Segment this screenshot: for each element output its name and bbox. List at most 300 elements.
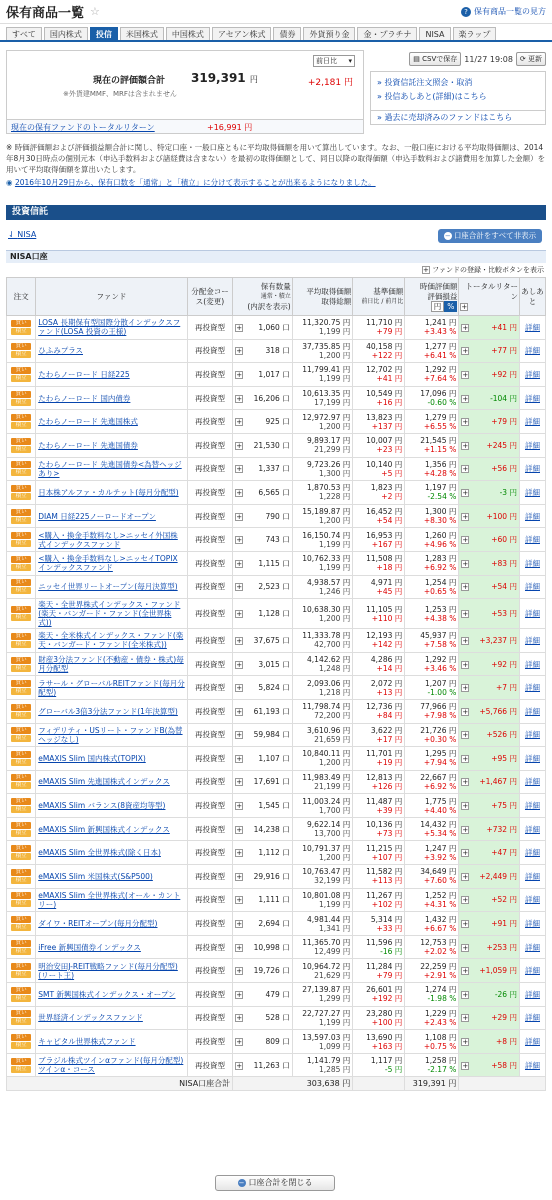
detail-link[interactable]: 詳細 bbox=[524, 1013, 540, 1023]
course-cell: 再投資型 bbox=[187, 551, 232, 575]
plus-icon[interactable]: + bbox=[236, 731, 243, 740]
buy-button[interactable]: 買い bbox=[11, 892, 31, 899]
tsumitate-button[interactable]: 積立 bbox=[11, 948, 31, 955]
avg-total: 42,700 円 bbox=[314, 640, 351, 650]
avg-total: 1,285 円 bbox=[318, 1065, 351, 1075]
fund-name-link[interactable]: たわらノーロード 国内債券 bbox=[38, 393, 131, 403]
plus-icon[interactable]: + bbox=[236, 990, 243, 999]
buy-button[interactable]: 買い bbox=[11, 1034, 31, 1041]
tab-item[interactable]: 投信 bbox=[90, 27, 118, 40]
plus-icon[interactable]: + bbox=[236, 1014, 243, 1023]
plus-icon[interactable]: + bbox=[236, 802, 243, 811]
plus-icon[interactable]: + bbox=[236, 636, 243, 645]
plus-icon[interactable]: + bbox=[462, 802, 469, 811]
total-return-cell: +79 円 bbox=[491, 417, 517, 427]
detail-link[interactable]: 詳細 bbox=[524, 417, 540, 427]
csv-button[interactable]: ▤ CSVで保存 bbox=[409, 52, 461, 66]
buy-button[interactable]: 買い bbox=[11, 606, 31, 613]
course-cell: 再投資型 bbox=[187, 433, 232, 457]
plus-icon[interactable]: + bbox=[236, 610, 243, 619]
fund-name-link[interactable]: eMAXIS Slim 全世界株式(オール・カントリー) bbox=[38, 890, 181, 909]
fund-name-link[interactable]: ラサール・グローバルREITファンド(毎月分配型) bbox=[38, 678, 185, 697]
buy-button[interactable]: 買い bbox=[11, 532, 31, 539]
collapse-all-button[interactable]: − 口座合計をすべて非表示 bbox=[438, 229, 542, 243]
tsumitate-button[interactable]: 積立 bbox=[11, 540, 31, 547]
buy-button[interactable]: 買い bbox=[11, 343, 31, 350]
plus-icon[interactable]: + bbox=[236, 1038, 243, 1047]
tab-item[interactable]: 外貨預り金 bbox=[303, 27, 355, 40]
plus-icon[interactable]: + bbox=[462, 707, 469, 716]
detail-link[interactable]: 詳細 bbox=[524, 659, 540, 669]
buy-button[interactable]: 買い bbox=[11, 963, 31, 970]
plus-icon[interactable]: + bbox=[462, 583, 469, 592]
buy-button[interactable]: 買い bbox=[11, 657, 31, 664]
buy-button[interactable]: 買い bbox=[11, 727, 31, 734]
close-total-button[interactable]: − 口座合計を閉じる bbox=[215, 1175, 335, 1191]
plus-icon[interactable]: + bbox=[462, 512, 469, 521]
tsumitate-button[interactable]: 積立 bbox=[11, 924, 31, 931]
market-value: 22,667 円 bbox=[420, 772, 457, 782]
fund-name-link[interactable]: 楽天・全米株式インデックス・ファンド(楽天・バンガード・ファンド(全米株式)) bbox=[38, 631, 184, 650]
market-value: 1,207 円 bbox=[425, 678, 457, 688]
plus-icon[interactable]: + bbox=[462, 394, 469, 403]
value-gain: +4.38 % bbox=[423, 613, 457, 623]
plus-icon[interactable]: + bbox=[462, 465, 469, 474]
tsumitate-button[interactable]: 積立 bbox=[11, 422, 31, 429]
detail-link[interactable]: 詳細 bbox=[524, 824, 540, 834]
detail-link[interactable]: 詳細 bbox=[524, 487, 540, 497]
market-value: 1,254 円 bbox=[425, 577, 457, 587]
fund-name-link[interactable]: 世界経済インデックスファンド bbox=[38, 1013, 143, 1023]
tsumitate-button[interactable]: 積立 bbox=[11, 995, 31, 1002]
plus-icon[interactable]: + bbox=[236, 920, 243, 929]
detail-link[interactable]: 詳細 bbox=[524, 346, 540, 356]
tsumitate-button[interactable]: 積立 bbox=[11, 782, 31, 789]
course-cell: 再投資型 bbox=[187, 316, 232, 340]
buy-button[interactable]: 買い bbox=[11, 1010, 31, 1017]
plus-icon[interactable]: + bbox=[236, 849, 243, 858]
buy-button[interactable]: 買い bbox=[11, 509, 31, 516]
detail-link[interactable]: 詳細 bbox=[524, 919, 540, 929]
total-return-cell: +100 円 bbox=[486, 511, 517, 521]
tsumitate-button[interactable]: 積立 bbox=[11, 564, 31, 571]
avg-price: 15,189.87 円 bbox=[302, 507, 351, 517]
plus-icon[interactable]: + bbox=[462, 323, 469, 332]
market-value: 1,253 円 bbox=[425, 604, 457, 614]
tsumitate-button[interactable]: 積立 bbox=[11, 641, 31, 648]
buy-button[interactable]: 買い bbox=[11, 461, 31, 468]
fund-name-link[interactable]: 明治安田J-REIT戦略ファンド(毎月分配型)(リート王) bbox=[38, 961, 178, 980]
avg-total: 1,248 円 bbox=[318, 664, 351, 674]
past-funds-link[interactable]: » 過去に売却済みのファンドはこちら bbox=[370, 111, 546, 125]
fund-name-link[interactable]: キャピタル世界株式ファンド bbox=[38, 1037, 136, 1047]
detail-link[interactable]: 詳細 bbox=[524, 635, 540, 645]
plus-icon[interactable]: + bbox=[236, 583, 243, 592]
value-gain: +7.98 % bbox=[423, 711, 457, 721]
course-cell: 再投資型 bbox=[187, 386, 232, 410]
plus-icon[interactable]: + bbox=[236, 465, 243, 474]
plus-icon[interactable]: + bbox=[236, 418, 243, 427]
col-price: 基準価額 前日比 / 前月比 bbox=[353, 278, 405, 316]
detail-link[interactable]: 詳細 bbox=[524, 464, 540, 474]
ashiato-link[interactable]: » 投信あしあと(詳細)はこちら bbox=[377, 92, 487, 101]
detail-link[interactable]: 詳細 bbox=[524, 848, 540, 858]
pct-toggle[interactable]: % bbox=[444, 301, 457, 312]
detail-link[interactable]: 詳細 bbox=[524, 440, 540, 450]
plus-icon[interactable]: + bbox=[236, 684, 243, 693]
plus-icon[interactable]: + bbox=[236, 660, 243, 669]
fund-name-link[interactable]: eMAXIS Slim バランス(8資産均等型) bbox=[38, 801, 166, 811]
plus-icon[interactable]: + bbox=[236, 707, 243, 716]
value-gain: +4.40 % bbox=[423, 805, 457, 815]
plus-icon[interactable]: + bbox=[462, 896, 469, 905]
tab-item[interactable]: NISA bbox=[419, 27, 450, 40]
plus-icon[interactable]: + bbox=[236, 394, 243, 403]
avg-price: 9,893.17 円 bbox=[307, 436, 351, 446]
plus-icon[interactable]: + bbox=[236, 943, 243, 952]
base-price: 11,508 円 bbox=[366, 554, 403, 564]
buy-button[interactable]: 買い bbox=[11, 680, 31, 687]
fund-name-link[interactable]: DIAM 日経225ノーロードオープン bbox=[38, 511, 156, 521]
market-value: 1,283 円 bbox=[425, 554, 457, 564]
fund-name-link[interactable]: eMAXIS Slim 新興国株式インデックス bbox=[38, 824, 170, 834]
plus-icon[interactable]: + bbox=[462, 347, 469, 356]
buy-button[interactable]: 買い bbox=[11, 391, 31, 398]
plus-icon[interactable]: + bbox=[462, 441, 469, 450]
detail-link[interactable]: 詳細 bbox=[524, 535, 540, 545]
avg-price: 3,610.96 円 bbox=[307, 725, 351, 735]
refresh-button[interactable]: ⟳ 更新 bbox=[516, 52, 546, 66]
buy-button[interactable]: 買い bbox=[11, 869, 31, 876]
price-change: +113 円 bbox=[371, 876, 403, 886]
course-cell: 再投資型 bbox=[187, 363, 232, 387]
fund-name-link[interactable]: <購入・換金手数料なし>ニッセイTOPIXインデックスファンド bbox=[38, 554, 178, 573]
tsumitate-button[interactable]: 積立 bbox=[11, 517, 31, 524]
plus-icon[interactable]: + bbox=[236, 370, 243, 379]
plus-icon[interactable]: + bbox=[462, 559, 469, 568]
detail-link[interactable]: 詳細 bbox=[524, 706, 540, 716]
price-change: +107 円 bbox=[371, 852, 403, 862]
fund-name-link[interactable]: たわらノーロード 先進国株式 bbox=[38, 417, 138, 427]
summary-diff: +2,181 円 bbox=[307, 78, 353, 88]
fund-name-link[interactable]: <購入・換金手数料なし>ニッセイ外国株式インデックスファンド bbox=[38, 530, 178, 549]
tsumitate-button[interactable]: 積立 bbox=[11, 1018, 31, 1025]
plus-icon[interactable]: + bbox=[462, 636, 469, 645]
course-cell: 再投資型 bbox=[187, 481, 232, 505]
star-icon[interactable]: ☆ bbox=[90, 5, 100, 18]
detail-link[interactable]: 詳細 bbox=[524, 393, 540, 403]
tsumitate-button[interactable]: 積立 bbox=[11, 375, 31, 382]
qty-value: 3,015 bbox=[258, 659, 280, 669]
buy-button[interactable]: 買い bbox=[11, 579, 31, 586]
fund-name-link[interactable]: ダイワ・REITオープン(毎月分配型) bbox=[38, 919, 158, 929]
avg-price: 11,320.75 円 bbox=[302, 318, 351, 328]
market-value: 1,274 円 bbox=[425, 985, 457, 995]
buy-button[interactable]: 買い bbox=[11, 987, 31, 994]
fund-name-link[interactable]: 日本株アルファ・カルテット(毎月分配型) bbox=[38, 487, 179, 497]
tsumitate-button[interactable]: 積立 bbox=[11, 351, 31, 358]
tsumitate-button[interactable]: 積立 bbox=[11, 712, 31, 719]
fund-name-link[interactable]: 楽天・全世界株式インデックス・ファンド(楽天・バンガード・ファンド(全世界株式)) bbox=[38, 600, 181, 628]
avg-price: 10,791.37 円 bbox=[302, 843, 351, 853]
fund-name-link[interactable]: eMAXIS Slim 米国株式(S&P500) bbox=[38, 871, 153, 881]
plus-icon[interactable]: + bbox=[236, 967, 243, 976]
price-change: +167 円 bbox=[371, 539, 403, 549]
table-row: 買い 積立 eMAXIS Slim バランス(8資産均等型) 再投資型 + 1,545 口 11,003.24 円 1,700 円 11,487 円 +39 円 1,775 円 +4.40 % + +75 円 詳細 bbox=[7, 794, 546, 818]
detail-link[interactable]: 詳細 bbox=[524, 1037, 540, 1047]
tsumitate-button[interactable]: 積立 bbox=[11, 1042, 31, 1049]
fund-name-link[interactable]: eMAXIS Slim 先進国株式インデックス bbox=[38, 777, 170, 787]
avg-total: 1,299 円 bbox=[318, 994, 351, 1004]
tsumitate-button[interactable]: 積立 bbox=[11, 587, 31, 594]
avg-price: 1,870.53 円 bbox=[307, 483, 351, 493]
base-price: 10,549 円 bbox=[366, 389, 403, 399]
plus-icon[interactable]: + bbox=[462, 418, 469, 427]
fund-name-link[interactable]: eMAXIS Slim 全世界株式(除く日本) bbox=[38, 848, 161, 858]
total-return-cell: +8 円 bbox=[496, 1037, 517, 1047]
tsumitate-button[interactable]: 積立 bbox=[11, 877, 31, 884]
plus-icon[interactable]: + bbox=[236, 323, 243, 332]
qty-value: 19,726 bbox=[253, 966, 280, 976]
plus-icon[interactable]: + bbox=[236, 441, 243, 450]
buy-button[interactable]: 買い bbox=[11, 633, 31, 640]
base-price: 4,286 円 bbox=[370, 655, 403, 665]
total-return-cell: +526 円 bbox=[486, 730, 517, 740]
buy-button[interactable]: 買い bbox=[11, 798, 31, 805]
buy-button[interactable]: 買い bbox=[11, 704, 31, 711]
plus-icon[interactable]: + bbox=[236, 754, 243, 763]
summary-value: 319,391 円 bbox=[191, 71, 258, 85]
tsumitate-button[interactable]: 積立 bbox=[11, 806, 31, 813]
plus-icon[interactable]: + bbox=[462, 370, 469, 379]
plus-icon[interactable]: + bbox=[462, 660, 469, 669]
detail-link[interactable]: 詳細 bbox=[524, 895, 540, 905]
plus-icon[interactable]: + bbox=[236, 559, 243, 568]
buy-button[interactable]: 買い bbox=[11, 751, 31, 758]
detail-link[interactable]: 詳細 bbox=[524, 942, 540, 952]
value-gain: +7.64 % bbox=[423, 374, 457, 384]
plus-icon[interactable]: + bbox=[462, 920, 469, 929]
plus-icon[interactable]: + bbox=[236, 512, 243, 521]
buy-button[interactable]: 買い bbox=[11, 320, 31, 327]
tab-item[interactable]: 楽ラップ bbox=[453, 27, 497, 40]
detail-link[interactable]: 詳細 bbox=[524, 966, 540, 976]
detail-link[interactable]: 詳細 bbox=[524, 582, 540, 592]
tab-item[interactable]: 米国株式 bbox=[120, 27, 164, 40]
fund-name-link[interactable]: ブラジル株式ツインαファンド(毎月分配型)ツインα・コース bbox=[38, 1056, 184, 1075]
plus-icon[interactable]: + bbox=[462, 684, 469, 693]
tab-item[interactable]: すべて bbox=[6, 27, 42, 40]
tab-item[interactable]: 国内株式 bbox=[44, 27, 88, 40]
fund-name-link[interactable]: たわらノーロード 先進国債券<為替ヘッジあり> bbox=[38, 459, 182, 478]
tsumitate-button[interactable]: 積立 bbox=[11, 759, 31, 766]
help-label[interactable]: 保有商品一覧の見方 bbox=[474, 7, 546, 16]
tab-item[interactable]: 金・プラチナ bbox=[357, 27, 417, 40]
plus-icon[interactable]: + bbox=[236, 1061, 243, 1070]
fund-name-link[interactable]: eMAXIS Slim 国内株式(TOPIX) bbox=[38, 753, 146, 763]
value-gain: +4.28 % bbox=[423, 468, 457, 478]
price-change: +18 円 bbox=[376, 563, 403, 573]
tsumitate-button[interactable]: 積立 bbox=[11, 853, 31, 860]
tsumitate-button[interactable]: 積立 bbox=[11, 830, 31, 837]
buy-button[interactable]: 買い bbox=[11, 438, 31, 445]
nisa-link[interactable]: ⇃ NISA bbox=[8, 230, 37, 239]
tsumitate-button[interactable]: 積立 bbox=[11, 735, 31, 742]
plus-icon[interactable]: + bbox=[236, 488, 243, 497]
course-cell: 再投資型 bbox=[187, 1053, 232, 1077]
detail-link[interactable]: 詳細 bbox=[524, 558, 540, 568]
avg-price: 37,735.85 円 bbox=[302, 341, 351, 351]
plus-icon[interactable]: + bbox=[462, 610, 469, 619]
buy-button[interactable]: 買い bbox=[11, 367, 31, 374]
total-return-cell: +47 円 bbox=[491, 848, 517, 858]
plus-icon[interactable]: + bbox=[462, 825, 469, 834]
buy-button[interactable]: 買い bbox=[11, 845, 31, 852]
qty-value: 14,238 bbox=[253, 824, 280, 834]
buy-button[interactable]: 買い bbox=[11, 940, 31, 947]
tsumitate-button[interactable]: 積立 bbox=[11, 1066, 31, 1073]
total-return-cell: +5,766 円 bbox=[479, 706, 517, 716]
tab-item[interactable]: 中国株式 bbox=[166, 27, 210, 40]
plus-icon[interactable]: + bbox=[236, 872, 243, 881]
detail-link[interactable]: 詳細 bbox=[524, 801, 540, 811]
buy-button[interactable]: 買い bbox=[11, 485, 31, 492]
yen-toggle[interactable]: 円 bbox=[431, 301, 445, 312]
detail-link[interactable]: 詳細 bbox=[524, 871, 540, 881]
avg-total: 1,199 円 bbox=[318, 899, 351, 909]
qty-value: 10,998 bbox=[253, 942, 280, 952]
total-return-cell: +1,059 円 bbox=[479, 966, 517, 976]
tsumitate-button[interactable]: 積立 bbox=[11, 614, 31, 621]
tsumitate-button[interactable]: 積立 bbox=[11, 328, 31, 335]
detail-link[interactable]: 詳細 bbox=[524, 511, 540, 521]
order-inquiry-link[interactable]: » 投資信託注文照会・取消 bbox=[377, 78, 473, 87]
fund-name-link[interactable]: たわらノーロード 先進国債券 bbox=[38, 440, 138, 450]
fund-name-link[interactable]: 財産3分法ファンド(不動産・債券・株式)毎月分配型 bbox=[38, 655, 184, 674]
plus-icon[interactable]: + bbox=[236, 825, 243, 834]
tsumitate-button[interactable]: 積立 bbox=[11, 493, 31, 500]
tsumitate-button[interactable]: 積立 bbox=[11, 900, 31, 907]
tsumitate-button[interactable]: 積立 bbox=[11, 688, 31, 695]
plus-icon[interactable]: + bbox=[462, 1061, 469, 1070]
detail-link[interactable]: 詳細 bbox=[524, 989, 540, 999]
tsumitate-button[interactable]: 積立 bbox=[11, 446, 31, 453]
help-link[interactable] bbox=[461, 6, 546, 17]
tab-item[interactable]: 債券 bbox=[273, 27, 301, 40]
plus-icon[interactable]: + bbox=[462, 943, 469, 952]
avg-total: 1,200 円 bbox=[318, 516, 351, 526]
avg-total: 1,300 円 bbox=[318, 468, 351, 478]
plus-icon[interactable]: + bbox=[462, 754, 469, 763]
value-gain: -2.54 % bbox=[427, 492, 457, 502]
buy-button[interactable]: 買い bbox=[11, 822, 31, 829]
plus-icon[interactable]: + bbox=[462, 967, 469, 976]
buy-button[interactable]: 買い bbox=[11, 916, 31, 923]
fund-name-link[interactable]: フィデリティ・USリート・ファンドB(為替ヘッジなし) bbox=[38, 725, 183, 744]
plus-icon[interactable]: + bbox=[462, 1038, 469, 1047]
detail-link[interactable]: 詳細 bbox=[524, 777, 540, 787]
qty-value: 479 bbox=[265, 989, 280, 999]
plus-icon[interactable]: + bbox=[462, 488, 469, 497]
plus-icon[interactable]: + bbox=[462, 872, 469, 881]
plus-icon[interactable]: + bbox=[236, 896, 243, 905]
plus-icon[interactable]: + bbox=[462, 849, 469, 858]
compare-select[interactable]: 前日比 ▾ bbox=[313, 55, 355, 67]
plus-icon[interactable]: + bbox=[462, 778, 469, 787]
detail-link[interactable]: 詳細 bbox=[524, 609, 540, 619]
plus-icon[interactable]: + bbox=[462, 731, 469, 740]
qty-value: 59,984 bbox=[253, 730, 280, 740]
price-change: +79 円 bbox=[376, 970, 403, 980]
tab-item[interactable]: アセアン株式 bbox=[212, 27, 272, 40]
col-fund: ファンド bbox=[36, 278, 188, 316]
qty-value: 528 bbox=[265, 1013, 280, 1023]
fund-name-link[interactable]: LOSA 長期保有型国際分散インデックスファンド(LOSA 投資の王様) bbox=[38, 318, 181, 337]
buy-button[interactable]: 買い bbox=[11, 414, 31, 421]
price-change: +142 円 bbox=[371, 640, 403, 650]
plus-icon[interactable]: + bbox=[236, 347, 243, 356]
base-price: 11,701 円 bbox=[366, 749, 403, 759]
total-return-cell: +7 円 bbox=[496, 683, 517, 693]
table-row: 買い 積立 LOSA 長期保有型国際分散インデックスファンド(LOSA 投資の王様) 再投資型 + 1,060 口 11,320.75 円 1,199 円 11,710 円 +79 円 1,241 円 +3.43 % + +41 円 詳細 bbox=[7, 316, 546, 340]
plus-icon[interactable]: + bbox=[462, 536, 469, 545]
note-link[interactable]: 2016年10月29日から、保有口数を「通常」と「積立」に分けて表示することが出来るようになりました。 bbox=[14, 178, 376, 187]
tsumitate-button[interactable]: 積立 bbox=[11, 665, 31, 672]
detail-link[interactable]: 詳細 bbox=[524, 683, 540, 693]
qty-value: 21,530 bbox=[253, 440, 280, 450]
base-price: 11,710 円 bbox=[366, 318, 403, 328]
value-gain: +0.30 % bbox=[423, 734, 457, 744]
detail-link[interactable]: 詳細 bbox=[524, 730, 540, 740]
plus-icon[interactable]: + bbox=[236, 778, 243, 787]
market-value: 1,775 円 bbox=[425, 796, 457, 806]
fund-name-link[interactable]: グローバル3倍3分法ファンド(1年決算型) bbox=[38, 706, 178, 716]
fund-name-link[interactable]: たわらノーロード 日経225 bbox=[38, 369, 130, 379]
avg-total: 1,199 円 bbox=[318, 327, 351, 337]
detail-link[interactable]: 詳細 bbox=[524, 322, 540, 332]
fund-name-link[interactable]: ひふみプラス bbox=[38, 346, 83, 356]
tsumitate-button[interactable]: 積立 bbox=[11, 469, 31, 476]
plus-icon[interactable]: + bbox=[461, 303, 468, 311]
course-cell: 再投資型 bbox=[187, 841, 232, 865]
fund-name-link[interactable]: iFree 新興国債券インデックス bbox=[38, 942, 141, 952]
total-return-cell: +54 円 bbox=[491, 582, 517, 592]
total-return-cell: +95 円 bbox=[491, 753, 517, 763]
summary-panel bbox=[6, 50, 364, 134]
table-row: 買い 積立 eMAXIS Slim 新興国株式インデックス 再投資型 + 14,238 口 9,622.14 円 13,700 円 10,136 円 +73 円 14,432 円 +5.34 % + +732 円 詳細 bbox=[7, 817, 546, 841]
table-row: 買い 積立 日本株アルファ・カルテット(毎月分配型) 再投資型 + 6,565 口 1,870.53 円 1,228 円 1,823 円 +2 円 1,197 円 -2.54 % + -3 円 詳細 bbox=[7, 481, 546, 505]
fund-name-link[interactable]: ニッセイ世界リートオープン(毎月決算型) bbox=[38, 582, 178, 592]
detail-link[interactable]: 詳細 bbox=[524, 1060, 540, 1070]
total-return-cell: +253 円 bbox=[486, 942, 517, 952]
plus-icon[interactable]: + bbox=[462, 1014, 469, 1023]
detail-link[interactable]: 詳細 bbox=[524, 369, 540, 379]
buy-button[interactable]: 買い bbox=[11, 556, 31, 563]
table-row: 買い 積立 キャピタル世界株式ファンド 再投資型 + 809 口 13,597.03 円 1,099 円 13,690 円 +163 円 1,108 円 +0.75 % + +8 円 詳細 bbox=[7, 1030, 546, 1054]
tsumitate-button[interactable]: 積立 bbox=[11, 971, 31, 978]
total-return-link[interactable]: 現在の保有ファンドのトータルリターン bbox=[11, 123, 155, 132]
fund-compare-toggle[interactable]: + ファンドの登録・比較ボタンを表示 bbox=[422, 266, 544, 274]
plus-icon[interactable]: + bbox=[462, 990, 469, 999]
buy-button[interactable]: 買い bbox=[11, 774, 31, 781]
buy-button[interactable]: 買い bbox=[11, 1058, 31, 1065]
side-links bbox=[370, 71, 546, 111]
fund-name-link[interactable]: SMT 新興国株式インデックス・オープン bbox=[38, 989, 176, 999]
market-value: 1,260 円 bbox=[425, 530, 457, 540]
plus-icon[interactable]: + bbox=[236, 536, 243, 545]
detail-link[interactable]: 詳細 bbox=[524, 753, 540, 763]
tsumitate-button[interactable]: 積立 bbox=[11, 399, 31, 406]
